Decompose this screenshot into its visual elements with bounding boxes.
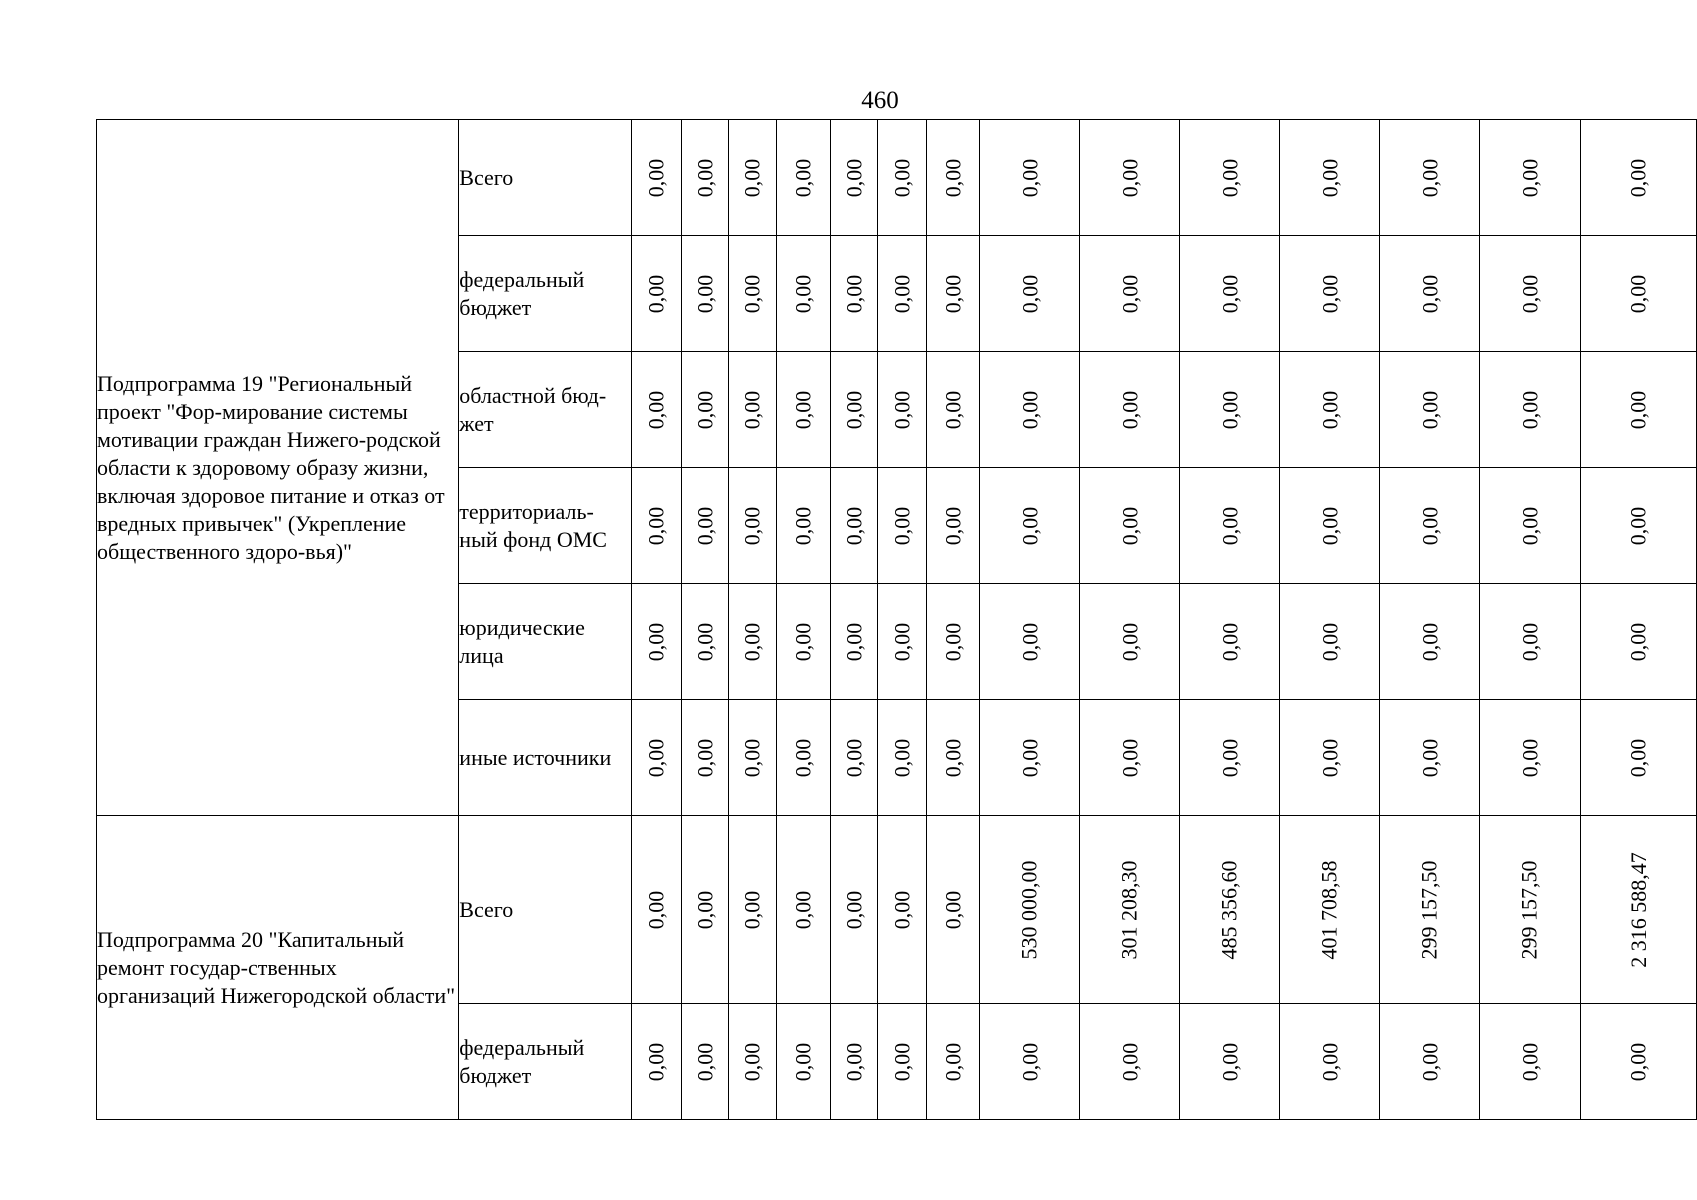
value-cell	[631, 1004, 681, 1120]
value-cell	[1280, 700, 1380, 816]
value-cell	[1380, 352, 1480, 468]
value-cell	[1080, 700, 1180, 816]
value-cell	[877, 584, 926, 700]
value-text: 0,00	[888, 890, 914, 929]
value-text: 0,00	[643, 158, 669, 197]
value-cell	[681, 236, 728, 352]
value-text: 401 708,58	[1316, 860, 1342, 959]
value-text: 0,00	[739, 1042, 765, 1081]
value-cell	[927, 1004, 980, 1120]
value-cell	[1380, 468, 1480, 584]
funding-source: федеральный бюджет	[459, 1004, 632, 1120]
value-cell	[631, 352, 681, 468]
value-text: 0,00	[1316, 738, 1342, 777]
value-text: 0,00	[692, 158, 718, 197]
value-text: 0,00	[739, 622, 765, 661]
value-cell	[1280, 816, 1380, 1004]
value-cell	[729, 1004, 776, 1120]
value-text: 0,00	[940, 622, 966, 661]
value-text: 0,00	[739, 158, 765, 197]
value-cell	[681, 584, 728, 700]
value-cell	[830, 584, 877, 700]
value-text: 0,00	[1316, 158, 1342, 197]
value-text: 0,00	[739, 890, 765, 929]
value-text: 0,00	[1216, 158, 1242, 197]
value-cell	[927, 700, 980, 816]
value-text: 0,00	[790, 622, 816, 661]
value-text: 0,00	[1625, 506, 1651, 545]
value-cell	[927, 816, 980, 1004]
value-cell	[927, 352, 980, 468]
value-text: 0,00	[888, 390, 914, 429]
subprogram-title: Подпрограмма 19 "Региональный проект "Фор-мирование системы мотивации граждан Нижего-родской области к здоровому образу жизни, включая здоровое питание и отказ от вредных привычек" (Укрепление общественного здоро-вья)"	[97, 120, 459, 816]
value-cell	[1180, 120, 1280, 236]
value-cell	[729, 352, 776, 468]
value-text: 0,00	[1116, 390, 1142, 429]
funding-source: областной бюд-жет	[459, 352, 632, 468]
value-text: 2 316 588,47	[1625, 851, 1651, 968]
value-text: 0,00	[692, 890, 718, 929]
value-cell	[631, 120, 681, 236]
value-text: 485 356,60	[1216, 860, 1242, 959]
value-text: 0,00	[1516, 622, 1542, 661]
value-text: 0,00	[1316, 506, 1342, 545]
value-cell	[1080, 1004, 1180, 1120]
value-text: 0,00	[1116, 738, 1142, 777]
value-cell	[776, 236, 830, 352]
value-cell	[776, 816, 830, 1004]
value-text: 0,00	[1416, 158, 1442, 197]
subprogram-title: Подпрограмма 20 "Капитальный ремонт государ-ственных организаций Нижегородской области"	[97, 816, 459, 1120]
value-text: 0,00	[1016, 390, 1042, 429]
value-cell	[776, 700, 830, 816]
value-cell	[877, 236, 926, 352]
value-cell	[1480, 1004, 1580, 1120]
value-cell	[830, 468, 877, 584]
value-cell	[776, 1004, 830, 1120]
value-cell	[729, 700, 776, 816]
value-cell	[980, 700, 1080, 816]
value-text: 0,00	[1016, 158, 1042, 197]
value-text: 0,00	[1216, 1042, 1242, 1081]
value-cell	[877, 700, 926, 816]
value-cell	[1080, 584, 1180, 700]
value-text: 0,00	[840, 1042, 866, 1081]
value-cell	[1180, 700, 1280, 816]
value-text: 0,00	[940, 890, 966, 929]
value-cell	[1480, 120, 1580, 236]
value-text: 0,00	[1625, 274, 1651, 313]
value-text: 0,00	[940, 274, 966, 313]
value-text: 0,00	[940, 1042, 966, 1081]
value-text: 0,00	[1625, 158, 1651, 197]
value-cell	[776, 584, 830, 700]
value-cell	[1580, 468, 1697, 584]
value-cell	[1580, 700, 1697, 816]
value-text: 0,00	[1416, 622, 1442, 661]
value-cell	[1280, 468, 1380, 584]
value-cell	[681, 120, 728, 236]
value-text: 0,00	[1516, 390, 1542, 429]
value-text: 0,00	[888, 158, 914, 197]
value-cell	[1280, 1004, 1380, 1120]
value-cell	[1180, 236, 1280, 352]
value-text: 0,00	[790, 390, 816, 429]
value-cell	[681, 700, 728, 816]
value-text: 0,00	[1516, 1042, 1542, 1081]
value-cell	[927, 236, 980, 352]
value-text: 0,00	[643, 274, 669, 313]
value-text: 0,00	[1516, 158, 1542, 197]
value-cell	[1180, 468, 1280, 584]
value-text: 0,00	[1516, 506, 1542, 545]
value-cell	[877, 816, 926, 1004]
value-cell	[1080, 120, 1180, 236]
value-text: 0,00	[1116, 622, 1142, 661]
value-text: 0,00	[1416, 506, 1442, 545]
value-cell	[729, 584, 776, 700]
value-text: 0,00	[940, 738, 966, 777]
funding-source: юридические лица	[459, 584, 632, 700]
value-cell	[1180, 816, 1280, 1004]
table-row	[97, 816, 1697, 1004]
value-cell	[980, 352, 1080, 468]
value-cell	[1580, 236, 1697, 352]
value-text: 0,00	[739, 506, 765, 545]
page-number: 460	[861, 87, 899, 114]
value-cell	[830, 1004, 877, 1120]
value-cell	[1480, 584, 1580, 700]
value-text: 0,00	[692, 274, 718, 313]
value-text: 0,00	[1016, 506, 1042, 545]
value-cell	[776, 352, 830, 468]
value-cell	[631, 236, 681, 352]
value-text: 0,00	[1216, 738, 1242, 777]
table-row	[97, 120, 1697, 236]
value-cell	[980, 236, 1080, 352]
value-text: 0,00	[1016, 1042, 1042, 1081]
value-cell	[1080, 816, 1180, 1004]
value-cell	[1380, 120, 1480, 236]
value-text: 0,00	[1316, 1042, 1342, 1081]
value-cell	[1080, 352, 1180, 468]
value-cell	[1580, 352, 1697, 468]
value-text: 0,00	[840, 390, 866, 429]
value-text: 0,00	[888, 1042, 914, 1081]
value-cell	[729, 816, 776, 1004]
value-cell	[830, 236, 877, 352]
value-text: 0,00	[940, 390, 966, 429]
value-cell	[1480, 468, 1580, 584]
value-text: 0,00	[940, 158, 966, 197]
value-text: 0,00	[643, 622, 669, 661]
value-cell	[631, 468, 681, 584]
value-cell	[1380, 584, 1480, 700]
value-cell	[729, 236, 776, 352]
value-text: 301 208,30	[1116, 860, 1142, 959]
value-text: 530 000,00	[1016, 860, 1042, 959]
value-cell	[681, 1004, 728, 1120]
value-text: 299 157,50	[1516, 860, 1542, 959]
value-text: 0,00	[739, 738, 765, 777]
value-text: 0,00	[692, 1042, 718, 1081]
value-text: 0,00	[790, 890, 816, 929]
value-text: 0,00	[692, 506, 718, 545]
value-cell	[1180, 352, 1280, 468]
value-cell	[980, 468, 1080, 584]
value-cell	[631, 816, 681, 1004]
value-text: 0,00	[1216, 506, 1242, 545]
value-text: 0,00	[692, 390, 718, 429]
value-cell	[877, 468, 926, 584]
value-cell	[1380, 816, 1480, 1004]
value-cell	[681, 352, 728, 468]
value-cell	[776, 120, 830, 236]
value-cell	[1480, 816, 1580, 1004]
value-cell	[830, 120, 877, 236]
value-text: 0,00	[888, 738, 914, 777]
value-text: 0,00	[790, 506, 816, 545]
value-text: 0,00	[643, 738, 669, 777]
value-text: 0,00	[1116, 158, 1142, 197]
value-text: 0,00	[1625, 1042, 1651, 1081]
value-cell	[830, 352, 877, 468]
budget-table	[96, 119, 1697, 1120]
value-cell	[1580, 816, 1697, 1004]
value-cell	[877, 120, 926, 236]
value-text: 0,00	[1316, 390, 1342, 429]
value-text: 0,00	[1316, 622, 1342, 661]
value-text: 0,00	[790, 738, 816, 777]
value-text: 0,00	[1416, 274, 1442, 313]
value-text: 299 157,50	[1416, 860, 1442, 959]
value-cell	[631, 584, 681, 700]
value-cell	[729, 120, 776, 236]
value-text: 0,00	[1016, 622, 1042, 661]
value-text: 0,00	[790, 274, 816, 313]
value-cell	[927, 468, 980, 584]
value-cell	[1580, 1004, 1697, 1120]
value-cell	[681, 468, 728, 584]
value-text: 0,00	[888, 506, 914, 545]
value-cell	[927, 584, 980, 700]
value-cell	[1280, 352, 1380, 468]
value-cell	[980, 584, 1080, 700]
value-cell	[877, 1004, 926, 1120]
funding-source: Всего	[459, 120, 632, 236]
value-cell	[1080, 468, 1180, 584]
value-cell	[729, 468, 776, 584]
value-text: 0,00	[940, 506, 966, 545]
value-text: 0,00	[840, 506, 866, 545]
value-text: 0,00	[888, 274, 914, 313]
value-text: 0,00	[1116, 1042, 1142, 1081]
value-text: 0,00	[1625, 738, 1651, 777]
value-text: 0,00	[840, 890, 866, 929]
value-cell	[830, 700, 877, 816]
value-cell	[1280, 236, 1380, 352]
value-cell	[1080, 236, 1180, 352]
funding-source: Всего	[459, 816, 632, 1004]
value-text: 0,00	[739, 274, 765, 313]
value-cell	[1280, 584, 1380, 700]
value-cell	[927, 120, 980, 236]
value-cell	[980, 1004, 1080, 1120]
value-text: 0,00	[643, 890, 669, 929]
value-cell	[681, 816, 728, 1004]
value-cell	[1480, 352, 1580, 468]
value-cell	[1580, 120, 1697, 236]
value-text: 0,00	[739, 390, 765, 429]
funding-source: иные источники	[459, 700, 632, 816]
value-cell	[1380, 1004, 1480, 1120]
value-text: 0,00	[840, 274, 866, 313]
value-text: 0,00	[1216, 622, 1242, 661]
value-text: 0,00	[1116, 274, 1142, 313]
value-text: 0,00	[692, 738, 718, 777]
value-text: 0,00	[840, 158, 866, 197]
value-text: 0,00	[643, 506, 669, 545]
value-text: 0,00	[1316, 274, 1342, 313]
value-cell	[1580, 584, 1697, 700]
value-text: 0,00	[692, 622, 718, 661]
value-text: 0,00	[790, 1042, 816, 1081]
value-cell	[1380, 700, 1480, 816]
value-text: 0,00	[1416, 390, 1442, 429]
value-text: 0,00	[1416, 738, 1442, 777]
value-cell	[1480, 236, 1580, 352]
value-cell	[1280, 120, 1380, 236]
value-cell	[980, 816, 1080, 1004]
value-text: 0,00	[1625, 622, 1651, 661]
value-cell	[830, 816, 877, 1004]
value-text: 0,00	[1216, 390, 1242, 429]
value-text: 0,00	[1216, 274, 1242, 313]
value-cell	[631, 700, 681, 816]
value-cell	[1180, 1004, 1280, 1120]
value-text: 0,00	[1625, 390, 1651, 429]
value-text: 0,00	[1516, 738, 1542, 777]
value-text: 0,00	[643, 390, 669, 429]
value-cell	[1380, 236, 1480, 352]
value-cell	[776, 468, 830, 584]
value-text: 0,00	[1116, 506, 1142, 545]
value-text: 0,00	[1416, 1042, 1442, 1081]
value-text: 0,00	[643, 1042, 669, 1081]
value-cell	[1480, 700, 1580, 816]
value-cell	[877, 352, 926, 468]
value-text: 0,00	[840, 622, 866, 661]
funding-source: территориаль-ный фонд ОМС	[459, 468, 632, 584]
value-cell	[980, 120, 1080, 236]
value-text: 0,00	[790, 158, 816, 197]
value-text: 0,00	[888, 622, 914, 661]
funding-source: федеральный бюджет	[459, 236, 632, 352]
value-text: 0,00	[1016, 738, 1042, 777]
value-text: 0,00	[1016, 274, 1042, 313]
value-text: 0,00	[840, 738, 866, 777]
value-cell	[1180, 584, 1280, 700]
value-text: 0,00	[1516, 274, 1542, 313]
